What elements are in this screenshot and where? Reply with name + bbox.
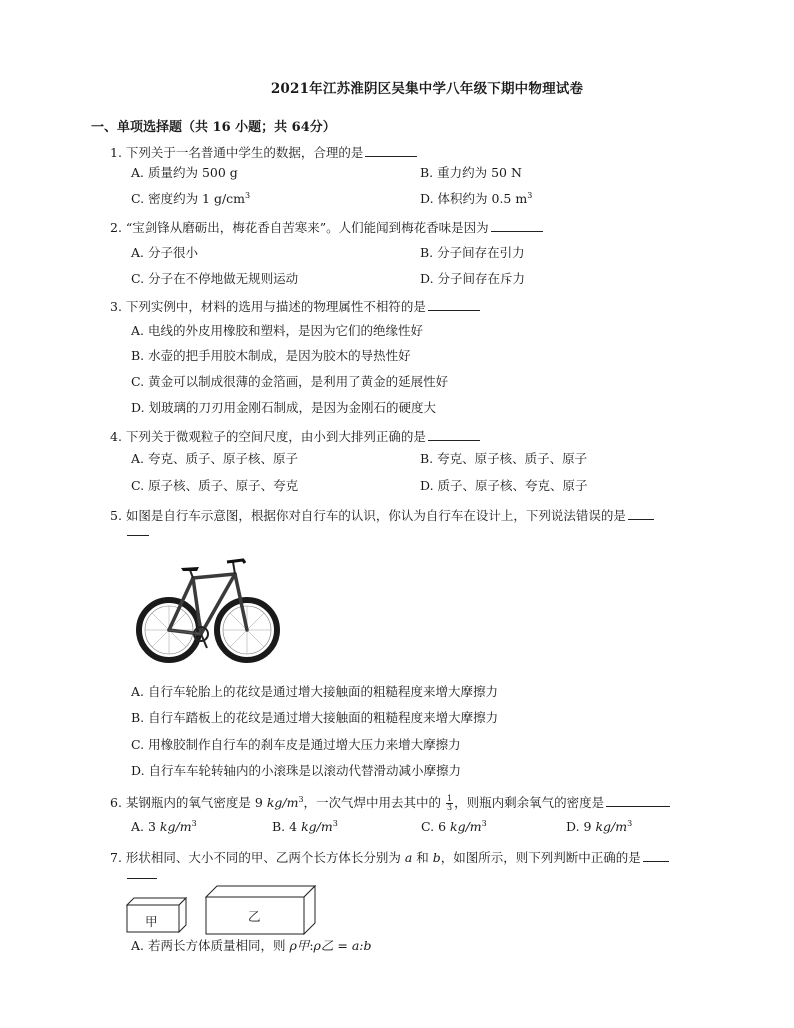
question-stem: 5. 如图是自行车示意图，根据你对自行车的认识，你认为自行车在设计上，下列说法错误的是: [110, 508, 626, 523]
denominator: 3: [447, 803, 453, 812]
question-stem: 3. 下列实例中，材料的选用与描述的物理属性不相符的是: [110, 299, 426, 314]
option-a-text: A. 3: [131, 819, 156, 835]
question-stem-mid: ，一次气焊中用去其中的: [303, 795, 446, 810]
unit: kg/m: [450, 819, 482, 835]
variable-a: a: [404, 850, 413, 865]
option-c: [131, 189, 250, 207]
unit: kg/m: [595, 819, 628, 835]
rho-jia: ρ甲: [289, 938, 310, 953]
option-b: B. 重力约为 50 N: [420, 165, 522, 180]
option-c-text: C. 密度约为 1 g/cm: [131, 191, 246, 206]
option-c: [421, 819, 487, 834]
option-d: D. 质子、原子核、夸克、原子: [420, 478, 588, 493]
question-3: [110, 297, 480, 315]
answer-blank: [365, 144, 417, 157]
superscript: 3: [481, 819, 487, 828]
equals: =: [333, 938, 352, 953]
question-stem: 1. 下列关于一名普通中学生的数据，合理的是: [110, 145, 364, 160]
unit: kg/m: [266, 795, 299, 810]
answer-blank: [491, 219, 543, 232]
answer-blank: [127, 523, 149, 536]
option-b: B. 分子间存在引力: [420, 245, 525, 260]
option-a: A. 分子很小: [131, 245, 198, 260]
option-c-text: C. 6: [421, 819, 447, 835]
section-heading: 一、单项选择题（共 16 小题；共 64分）: [91, 120, 336, 135]
unit: kg/m: [301, 819, 333, 835]
exam-title: 2021年江苏淮阴区吴集中学八年级下期中物理试卷: [270, 81, 584, 97]
colon: :: [309, 938, 314, 953]
question-stem: 4. 下列关于微观粒子的空间尺度，由小到大排列正确的是: [110, 429, 426, 444]
superscript: 3: [245, 190, 251, 200]
question-2: [110, 218, 543, 236]
superscript: 3: [627, 819, 633, 828]
question-stem-post: ，如图所示，则下列判断中正确的是: [440, 850, 641, 865]
option-a-text: A. 若两长方体质量相同，则: [131, 938, 290, 953]
option-c: C. 分子在不停地做无规则运动: [131, 271, 299, 286]
ratio: a:b: [351, 938, 372, 953]
option-b-text: B. 4: [272, 819, 298, 835]
unit: kg/m: [159, 819, 192, 835]
question-stem: 2. “宝剑锋从磨砺出，梅花香自苦寒来”。人们能闻到梅花香味是因为: [110, 220, 489, 235]
question-1: [110, 143, 417, 161]
option-c: C. 用橡胶制作自行车的刹车皮是通过增大压力来增大摩擦力: [131, 737, 461, 752]
numerator: 1: [447, 794, 453, 803]
answer-blank-continued: [127, 866, 157, 882]
question-stem-pre: 6. 某钢瓶内的氧气密度是 9: [110, 795, 267, 810]
bicycle-illustration: [135, 548, 280, 673]
option-a: A. 自行车轮胎上的花纹是通过增大接触面的粗糙程度来增大摩擦力: [131, 684, 498, 699]
variable-b: b: [432, 850, 441, 865]
superscript: 3: [332, 819, 338, 828]
superscript: 3: [191, 819, 197, 828]
cuboid-label-jia: 甲: [145, 914, 158, 929]
option-a: [131, 819, 197, 834]
option-d-text: D. 体积约为 0.5 m: [420, 191, 528, 206]
option-d: D. 划玻璃的刀刃用金刚石制成，是因为金刚石的硬度大: [131, 400, 437, 415]
conjunction: 和: [412, 850, 433, 865]
option-b: B. 水壶的把手用胶木制成，是因为胶木的导热性好: [131, 348, 411, 363]
option-c: C. 原子核、质子、原子、夸克: [131, 478, 299, 493]
option-a: A. 电线的外皮用橡胶和塑料，是因为它们的绝缘性好: [131, 323, 423, 338]
question-stem-pre: 7. 形状相同、大小不同的甲、乙两个长方体长分别为: [110, 850, 405, 865]
superscript: 3: [298, 794, 304, 804]
answer-blank: [628, 507, 654, 520]
question-5: [110, 506, 654, 524]
option-a: A. 夸克、质子、原子核、原子: [131, 451, 298, 466]
option-d-text: D. 9: [566, 819, 592, 835]
answer-blank-continued: [127, 523, 149, 539]
question-stem-post: ，则瓶内剩余氧气的密度是: [454, 795, 605, 810]
option-b: [272, 819, 338, 834]
question-4: [110, 427, 480, 445]
rho-yi: ρ乙: [313, 938, 334, 953]
cuboid-yi: [205, 885, 317, 935]
option-b: B. 自行车踏板上的花纹是通过增大接触面的粗糙程度来增大摩擦力: [131, 710, 499, 725]
answer-blank: [428, 428, 480, 441]
question-6: [110, 793, 670, 812]
answer-blank: [127, 866, 157, 879]
answer-blank: [643, 849, 669, 862]
superscript: 3: [527, 190, 533, 200]
option-d: D. 分子间存在斥力: [420, 271, 526, 286]
fraction: [446, 795, 453, 812]
option-d: D. 自行车车轮转轴内的小滚珠是以滚动代替滑动减小摩擦力: [131, 763, 462, 778]
question-7: [110, 848, 669, 866]
option-c: C. 黄金可以制成很薄的金箔画，是利用了黄金的延展性好: [131, 374, 449, 389]
answer-blank: [428, 298, 480, 311]
option-d: [566, 819, 632, 834]
option-a: [131, 936, 371, 954]
option-d: [420, 189, 532, 207]
option-b: B. 夸克、原子核、质子、原子: [420, 451, 588, 466]
answer-blank: [606, 794, 670, 807]
cuboid-label-yi: 乙: [248, 909, 261, 924]
option-a: A. 质量约为 500 g: [131, 165, 238, 180]
